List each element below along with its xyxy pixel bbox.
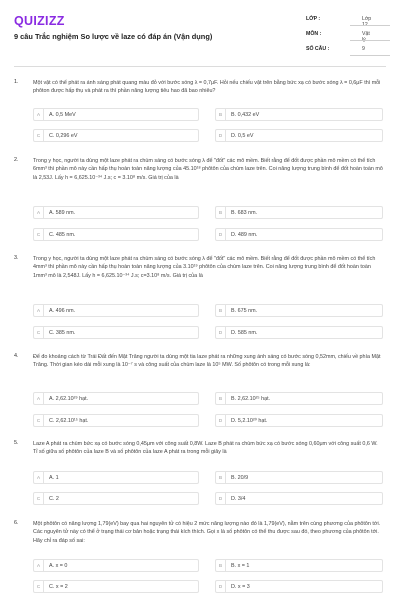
option-a[interactable] — [33, 392, 199, 405]
option-text: C. 2 — [49, 495, 59, 502]
option-a[interactable] — [33, 108, 199, 121]
option-letter: B — [216, 393, 226, 404]
option-text: D. 5,2.10²⁰ hạt. — [231, 417, 268, 424]
meta-count-line — [350, 55, 390, 56]
option-text: C. 0,296 eV — [49, 132, 78, 139]
option-text: A. 589 nm. — [49, 209, 76, 216]
option-text: D. 585 nm. — [231, 329, 258, 336]
option-d[interactable] — [215, 414, 383, 427]
option-c[interactable] — [33, 580, 199, 593]
question-number: 6. — [14, 520, 19, 526]
quizizz-logo: QUIZIZZ — [14, 14, 65, 28]
option-letter: D — [216, 327, 226, 338]
option-text: B. 0,432 eV — [231, 111, 260, 118]
option-b[interactable] — [215, 206, 383, 219]
question-text: Một phôtôn có năng lượng 1,79(eV) bay qua hai nguyên tử có hiệu 2 mức năng lượng nào đó là 1,79(eV), nằm trên cùng phương của phôtôn tới. Các nguyên tử này có thể ở trạng thái cơ bản hoặc trạng thái kích thích. Gọi x là số phôtôn có thể thu được sau đó, theo phương của phôtôn tới. Hãy chỉ ra đáp số sai: — [33, 521, 381, 544]
option-text: D. 489 nm. — [231, 231, 258, 238]
meta-subject-line — [350, 40, 390, 41]
question-number: 3. — [14, 255, 19, 261]
option-c[interactable] — [33, 228, 199, 241]
option-letter: C — [34, 415, 44, 426]
option-text: C. 2,62.10¹⁵ hạt. — [49, 417, 89, 424]
question-number: 4. — [14, 353, 19, 359]
question-text: Laze A phát ra chùm bức xạ có bước sóng 0,45μm với công suất 0,8W. Laze B phát ra chùm bức xạ có bước sóng 0,60μm với công suất 0,6 W. Tỉ số giữa số phôtôn của laze B và số phôtôn của laze A phát ra trong mỗi giây là — [33, 441, 378, 456]
option-b[interactable] — [215, 559, 383, 572]
option-letter: B — [216, 305, 226, 316]
option-letter: D — [216, 415, 226, 426]
option-c[interactable] — [33, 492, 199, 505]
option-letter: A — [34, 305, 44, 316]
option-letter: C — [34, 493, 44, 504]
meta-grade-value: Lớp 12 — [362, 16, 372, 28]
option-d[interactable] — [215, 326, 383, 339]
option-d[interactable] — [215, 580, 383, 593]
option-d[interactable] — [215, 228, 383, 241]
option-text: B. 675 nm. — [231, 307, 258, 314]
option-text: A. x = 0 — [49, 562, 68, 569]
option-letter: D — [216, 581, 226, 592]
option-c[interactable] — [33, 326, 199, 339]
question-number: 5. — [14, 440, 19, 446]
option-b[interactable] — [215, 304, 383, 317]
option-text: B. x = 1 — [231, 562, 250, 569]
meta-count-label: SỐ CÂU : — [306, 46, 330, 52]
option-text: C. x = 2 — [49, 583, 68, 590]
option-text: D. x = 3 — [231, 583, 250, 590]
question-text: Trong y học, người ta dùng một laze phát ra chùm sáng có bước sóng λ để "đốt" các mô mềm. Biết rằng để đốt được phần mô mềm có thể tích 4mm³ thì phần mô này cần hấp thụ hoàn toàn năng lượng của 3.10¹⁹ phôtôn của chùm laze trên. Coi năng lượng trung bình để đốt hoàn toàn 1mm³ mô là 2,548J. Lấy h = 6,625.10⁻³⁴ J.s; c=3.10⁸ m/s. Giá trị của là — [33, 256, 376, 279]
option-a[interactable] — [33, 471, 199, 484]
meta-subject-label: MÔN : — [306, 31, 322, 37]
option-letter: C — [34, 327, 44, 338]
option-letter: B — [216, 472, 226, 483]
meta-grade-label: LỚP : — [306, 16, 321, 22]
question-text: Để đo khoảng cách từ Trái Đất đến Mặt Trăng người ta dùng một tia laze phát ra những xung ánh sáng có bước sóng 0,52mm, chiếu về phía Mặt Trăng. Thời gian kéo dài mỗi xung là 10⁻⁷ s và công suất của chùm laze là 10⁵ MW. Số phôtôn có trong mỗi xung là: — [33, 354, 381, 369]
option-c[interactable] — [33, 129, 199, 142]
option-letter: A — [34, 393, 44, 404]
option-letter: A — [34, 472, 44, 483]
question-text: Một vật có thể phát ra ánh sáng phát quang màu đỏ với bước sóng λ = 0,7μF. Hỏi nếu chiếu vật trên bằng bức xạ có bước sóng λ = 0,6μF thì mỗi phôton được hấp thụ và phát ra thì phần năng lượng tiêu hao đã bao nhiêu? — [33, 80, 381, 95]
option-a[interactable] — [33, 559, 199, 572]
option-letter: A — [34, 560, 44, 571]
option-text: B. 683 nm. — [231, 209, 258, 216]
option-text: B. 2,62.10²⁵ hạt. — [231, 395, 271, 402]
option-letter: B — [216, 207, 226, 218]
option-letter: C — [34, 581, 44, 592]
option-letter: D — [216, 229, 226, 240]
option-letter: C — [34, 130, 44, 141]
meta-grade-line — [350, 25, 390, 26]
question-text: Trong y học, người ta dùng một laze phát ra chùm sáng có bước sóng λ để "đốt" các mô mềm. Biết rằng để đốt được phần mô mềm có thể tích 6mm³ thì phần mô này cần hấp thụ hoàn toàn năng lượng của 45.10¹⁸ phôtôn của chùm laze trên. Coi năng lượng trung bình để đốt hoàn toàn mô là 2,53J. Lấy h = 6,625.10⁻³⁴ J.s; c = 3.10⁸ m/s. Giá trị của là — [33, 158, 383, 181]
option-letter: D — [216, 130, 226, 141]
option-text: A. 496 nm. — [49, 307, 76, 314]
option-d[interactable] — [215, 492, 383, 505]
option-a[interactable] — [33, 304, 199, 317]
option-letter: A — [34, 207, 44, 218]
page-title: 9 câu Trắc nghiệm So lược về laze có đáp án (Vận dụng) — [14, 32, 213, 41]
option-letter: B — [216, 560, 226, 571]
option-letter: A — [34, 109, 44, 120]
option-b[interactable] — [215, 108, 383, 121]
option-b[interactable] — [215, 471, 383, 484]
option-letter: B — [216, 109, 226, 120]
option-letter: D — [216, 493, 226, 504]
document-header — [0, 0, 400, 62]
option-text: A. 1 — [49, 474, 59, 481]
option-text: B. 20/9 — [231, 474, 249, 481]
option-text: D. 3/4 — [231, 495, 246, 502]
meta-count-value: 9 — [362, 46, 365, 52]
option-text: C. 485 nm. — [49, 231, 76, 238]
meta-subject-value: Vật lý — [362, 31, 370, 43]
option-text: D. 0,5 eV — [231, 132, 254, 139]
option-text: C. 385 nm. — [49, 329, 76, 336]
option-b[interactable] — [215, 392, 383, 405]
option-text: A. 0,5 MeV — [49, 111, 76, 118]
option-d[interactable] — [215, 129, 383, 142]
option-text: A. 2,62.10²⁹ hạt. — [49, 395, 89, 402]
option-letter: C — [34, 229, 44, 240]
option-a[interactable] — [33, 206, 199, 219]
question-number: 1. — [14, 79, 19, 85]
option-c[interactable] — [33, 414, 199, 427]
header-divider — [14, 66, 386, 67]
question-number: 2. — [14, 157, 19, 163]
